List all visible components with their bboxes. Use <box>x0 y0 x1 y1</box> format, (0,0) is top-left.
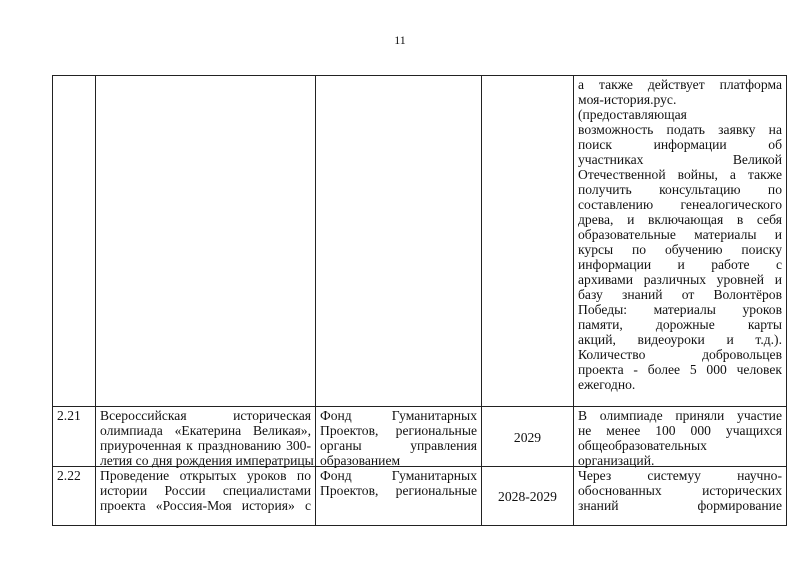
cell-line: органы управления <box>320 438 477 453</box>
result-cell <box>578 467 782 525</box>
cell-line: организаций. <box>578 453 655 468</box>
cell-line: обоснованных исторических <box>578 483 782 498</box>
column-divider <box>573 75 574 525</box>
cell-line: информации и работе с <box>578 257 782 272</box>
column-divider <box>95 75 96 525</box>
cell-line: ежегодно. <box>578 377 636 392</box>
column-divider <box>52 75 53 525</box>
cell-line: Всероссийская историческая <box>100 408 311 423</box>
cell-line: курсы по обучению поиску <box>578 242 782 257</box>
page-number: 11 <box>394 33 406 47</box>
cell-line: Победы: материалы уроков <box>578 302 782 317</box>
executors-cell <box>320 407 477 466</box>
cell-line: Проектов, региональные <box>320 483 477 498</box>
cell-line: летия со дня рождения императрицы <box>100 453 314 468</box>
cell-line: возможность подать заявку на <box>578 122 782 137</box>
year-cell: 2029 <box>513 429 542 445</box>
cell-line: получить консультацию по <box>578 182 782 197</box>
row-number: 2.22 <box>57 468 81 483</box>
column-divider <box>481 75 482 525</box>
cell-line: В олимпиаде приняли участие <box>578 408 782 423</box>
cell-line: (предоставляющая <box>578 107 687 122</box>
event-cell <box>100 407 314 468</box>
result-cell <box>578 407 782 466</box>
cell-line: проекта «Россия-Моя история» с <box>100 498 311 513</box>
column-divider <box>315 75 316 525</box>
cell-line: общеобразовательных <box>578 438 707 453</box>
cell-line: составлению генеалогического <box>578 197 782 212</box>
cell-line: образовательные материалы и <box>578 227 782 242</box>
cell-line: Отечественной войны, а также <box>578 167 782 182</box>
cell-line: древа, и включающая в себя <box>578 212 782 227</box>
cell-line: Фонд Гуманитарных <box>320 408 477 423</box>
cell-line: приуроченная к празднованию 300- <box>100 438 311 453</box>
cell-line: а также действует платформа <box>578 77 782 92</box>
cell-line: олимпиада «Екатерина Великая», <box>100 423 311 438</box>
row-number <box>57 76 91 406</box>
cell-line: Фонд Гуманитарных <box>320 468 477 483</box>
cell-line: участниках Великой <box>578 152 782 167</box>
cell-line: Количество добровольцев <box>578 347 782 362</box>
cell-line: Проектов, региональные <box>320 423 477 438</box>
cell-line: истории России специалистами <box>100 483 311 498</box>
year-cell: 2028-2029 <box>498 489 557 504</box>
cell-line: проекта - более 5 000 человек <box>578 362 782 377</box>
cell-line: архивами различных уровней и <box>578 272 782 287</box>
row-divider <box>52 525 787 526</box>
cell-line: моя-история.рус. <box>578 92 677 107</box>
column-divider <box>786 75 787 525</box>
cell-line: акций, видеоуроки и т.д.). <box>578 332 782 347</box>
cell-line: базу знаний от Волонтёров <box>578 287 782 302</box>
event-cell <box>100 467 311 525</box>
cell-line: Проведение открытых уроков по <box>100 468 311 483</box>
executors-cell <box>320 467 477 525</box>
row-number: 2.21 <box>57 408 81 423</box>
year-cell <box>486 76 569 406</box>
cell-line: знаний формирование <box>578 498 782 513</box>
cell-line: памяти, дорожные карты <box>578 317 782 332</box>
event-cell <box>100 76 311 406</box>
cell-line: поиск информации об <box>578 137 782 152</box>
cell-line: образованием <box>320 453 401 468</box>
cell-line: не менее 100 000 учащихся <box>578 423 782 438</box>
result-cell <box>578 76 782 406</box>
executors-cell <box>320 76 477 406</box>
cell-line: Через системуу научно- <box>578 468 782 483</box>
